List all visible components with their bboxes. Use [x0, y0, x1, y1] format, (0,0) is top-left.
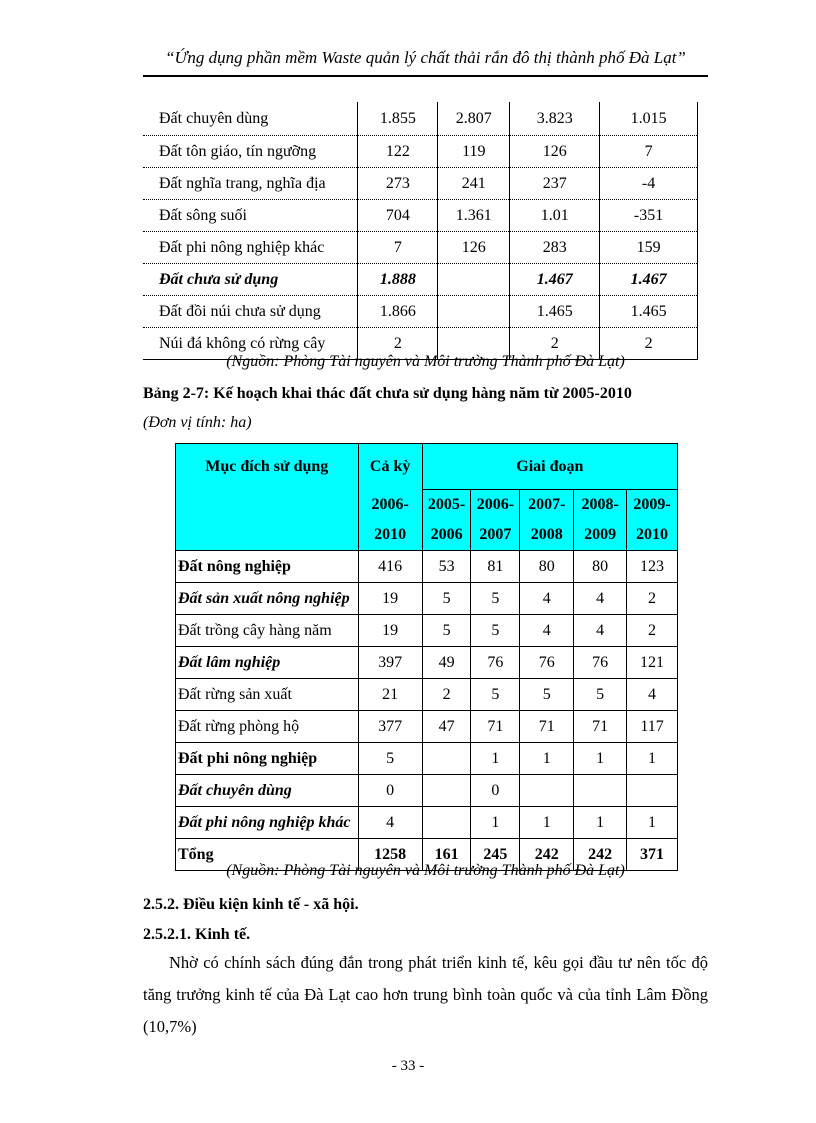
table-cell: 377 [358, 711, 422, 743]
table-cell: 71 [574, 711, 627, 743]
row-label: Đất chuyên dùng [143, 102, 358, 136]
table-cell: -4 [600, 168, 698, 200]
table-cell [422, 775, 471, 807]
table-cell [574, 775, 627, 807]
row-label: Đất phi nông nghiệp khác [143, 232, 358, 264]
table-cell: 5 [358, 743, 422, 775]
table-cell: 2 [627, 583, 678, 615]
table-row [143, 296, 698, 328]
row-label: Tổng [176, 839, 359, 871]
row-label: Núi đá không có rừng cây [143, 328, 358, 360]
table-cell: 19 [358, 583, 422, 615]
table-cell: 5 [422, 615, 471, 647]
table-cell: 123 [627, 551, 678, 583]
table-cell: 122 [358, 136, 438, 168]
table-cell: 1 [520, 807, 574, 839]
table-cell: 1258 [358, 839, 422, 871]
year-bottom-cell: 2008 [520, 520, 574, 551]
header-purpose-fill [176, 520, 359, 551]
table-cell: 3.823 [510, 102, 600, 136]
table-cell: 119 [438, 136, 510, 168]
header-rule [143, 75, 708, 77]
table-cell: 47 [422, 711, 471, 743]
table-cell: 2 [358, 328, 438, 360]
table-cell: 1.467 [510, 264, 600, 296]
table-cell: 159 [600, 232, 698, 264]
table-cell: 5 [520, 679, 574, 711]
table-cell: 2 [510, 328, 600, 360]
row-label: Đất phi nông nghiệp [176, 743, 359, 775]
t2-body [176, 551, 678, 871]
table-cell: 4 [520, 615, 574, 647]
table-cell: 1 [520, 743, 574, 775]
header-purpose: Mục đích sử dụng [176, 444, 359, 490]
table-cell: 704 [358, 200, 438, 232]
table-cell: 1.465 [510, 296, 600, 328]
table-cell: 49 [422, 647, 471, 679]
row-label: Đất phi nông nghiệp khác [176, 807, 359, 839]
year-top-cell: 2007- [520, 490, 574, 521]
header-total-years-bottom: 2010 [358, 520, 422, 551]
table-row [176, 551, 678, 583]
table-cell: 1.467 [600, 264, 698, 296]
table-cell: 1.888 [358, 264, 438, 296]
header-purpose-fill [176, 490, 359, 521]
table2-source: (Nguồn: Phòng Tài nguyên và Môi trường Thành phố Đà Lạt) [226, 862, 625, 879]
land-use-table-continued [143, 102, 698, 360]
table-cell: 416 [358, 551, 422, 583]
table-cell: 1.361 [438, 200, 510, 232]
table-cell: 7 [358, 232, 438, 264]
table-cell: 5 [471, 615, 520, 647]
table-cell: 76 [520, 647, 574, 679]
table-cell: 273 [358, 168, 438, 200]
table-row [176, 679, 678, 711]
table-row [176, 807, 678, 839]
table-cell [438, 296, 510, 328]
page-number: - 33 - [391, 1058, 425, 1074]
row-label: Đất nông nghiệp [176, 551, 359, 583]
year-bottom-cell: 2007 [471, 520, 520, 551]
table-cell [520, 775, 574, 807]
table-cell: 126 [510, 136, 600, 168]
table-cell: 5 [471, 679, 520, 711]
row-label: Đất tôn giáo, tín ngưỡng [143, 136, 358, 168]
table-cell: 242 [520, 839, 574, 871]
table1-source: (Nguồn: Phòng Tài nguyên và Môi trường Thành phố Đà Lạt) [226, 353, 625, 370]
row-label: Đất lâm nghiệp [176, 647, 359, 679]
document-header: “Ứng dụng phần mềm Waste quản lý chất thải rắn đô thị thành phố Đà Lạt” [165, 48, 686, 67]
table-cell [422, 807, 471, 839]
year-bottom-cell: 2006 [422, 520, 471, 551]
table-cell: 80 [520, 551, 574, 583]
body-paragraph: Nhờ có chính sách đúng đắn trong phát triển kinh tế, kêu gọi đầu tư nên tốc độ tăng trưởng kinh tế của Đà Lạt cao hơn trung bình toàn quốc và của tỉnh Lâm Đồng (10,7%) [143, 953, 708, 1036]
table-cell: 71 [471, 711, 520, 743]
table-cell: 283 [510, 232, 600, 264]
table-row [143, 264, 698, 296]
section-heading: 2.5.2. Điều kiện kinh tế - xã hội. [143, 896, 359, 913]
table-row [143, 102, 698, 136]
table-row [143, 200, 698, 232]
table-cell: 1.01 [510, 200, 600, 232]
row-label: Đất rừng phòng hộ [176, 711, 359, 743]
table-cell: 76 [471, 647, 520, 679]
row-label: Đất chưa sử dụng [143, 264, 358, 296]
table-cell: 2 [422, 679, 471, 711]
table-cell [422, 743, 471, 775]
table-cell [438, 264, 510, 296]
table-cell: 1 [627, 807, 678, 839]
subsection-heading: 2.5.2.1. Kinh tế. [143, 926, 251, 943]
table-cell: 81 [471, 551, 520, 583]
table-cell: 1 [574, 807, 627, 839]
table-cell: 245 [471, 839, 520, 871]
t1-body [143, 102, 698, 360]
table-cell: 1 [471, 743, 520, 775]
table-cell: 1.855 [358, 102, 438, 136]
table-row [143, 168, 698, 200]
year-top-cell: 2008- [574, 490, 627, 521]
year-top-cell: 2005- [422, 490, 471, 521]
table-cell: 2 [600, 328, 698, 360]
table-cell: 242 [574, 839, 627, 871]
table-cell: 21 [358, 679, 422, 711]
table2-unit: (Đơn vị tính: ha) [143, 414, 252, 431]
table-cell: 4 [520, 583, 574, 615]
table-row [176, 743, 678, 775]
year-bottom-cell: 2010 [627, 520, 678, 551]
table-row [176, 583, 678, 615]
table-cell: 4 [574, 615, 627, 647]
table-cell: 80 [574, 551, 627, 583]
year-bottom-cell: 2009 [574, 520, 627, 551]
year-top-cell: 2009- [627, 490, 678, 521]
table-row [143, 232, 698, 264]
table-cell [627, 775, 678, 807]
header-phase: Giai đoạn [422, 444, 677, 490]
table-cell: 76 [574, 647, 627, 679]
table-cell: 1 [574, 743, 627, 775]
table-cell: 1 [627, 743, 678, 775]
table-row [176, 647, 678, 679]
table-cell: -351 [600, 200, 698, 232]
header-total-years-top: 2006- [358, 490, 422, 521]
table-cell: 53 [422, 551, 471, 583]
table-cell: 241 [438, 168, 510, 200]
table2-caption: Bảng 2-7: Kế hoạch khai thác đất chưa sử dụng hàng năm từ 2005-2010 [143, 385, 632, 402]
row-label: Đất sông suối [143, 200, 358, 232]
table-cell: 5 [574, 679, 627, 711]
table-cell: 1.465 [600, 296, 698, 328]
header-total: Cả kỳ [358, 444, 422, 490]
row-label: Đất đồi núi chưa sử dụng [143, 296, 358, 328]
table-cell: 4 [627, 679, 678, 711]
table-cell: 237 [510, 168, 600, 200]
row-label: Đất nghĩa trang, nghĩa địa [143, 168, 358, 200]
table-cell: 0 [471, 775, 520, 807]
table-row [176, 711, 678, 743]
table-cell: 5 [471, 583, 520, 615]
table-row [176, 615, 678, 647]
table-cell: 397 [358, 647, 422, 679]
table-cell: 1 [471, 807, 520, 839]
year-top-cell: 2006- [471, 490, 520, 521]
table-cell: 2.807 [438, 102, 510, 136]
table-cell: 4 [358, 807, 422, 839]
table-cell: 161 [422, 839, 471, 871]
table-row [143, 136, 698, 168]
table-cell: 1.015 [600, 102, 698, 136]
table-cell: 19 [358, 615, 422, 647]
table-cell: 71 [520, 711, 574, 743]
table-cell: 126 [438, 232, 510, 264]
table-cell: 1.866 [358, 296, 438, 328]
row-label: Đất trồng cây hàng năm [176, 615, 359, 647]
table-row [176, 775, 678, 807]
land-exploitation-plan-table [175, 443, 678, 871]
table-cell: 371 [627, 839, 678, 871]
row-label: Đất sản xuất nông nghiệp [176, 583, 359, 615]
row-label: Đất rừng sản xuất [176, 679, 359, 711]
row-label: Đất chuyên dùng [176, 775, 359, 807]
table-cell: 4 [574, 583, 627, 615]
table-cell: 117 [627, 711, 678, 743]
table-cell: 0 [358, 775, 422, 807]
table-cell: 121 [627, 647, 678, 679]
table-cell: 5 [422, 583, 471, 615]
table-cell: 2 [627, 615, 678, 647]
table-cell: 7 [600, 136, 698, 168]
